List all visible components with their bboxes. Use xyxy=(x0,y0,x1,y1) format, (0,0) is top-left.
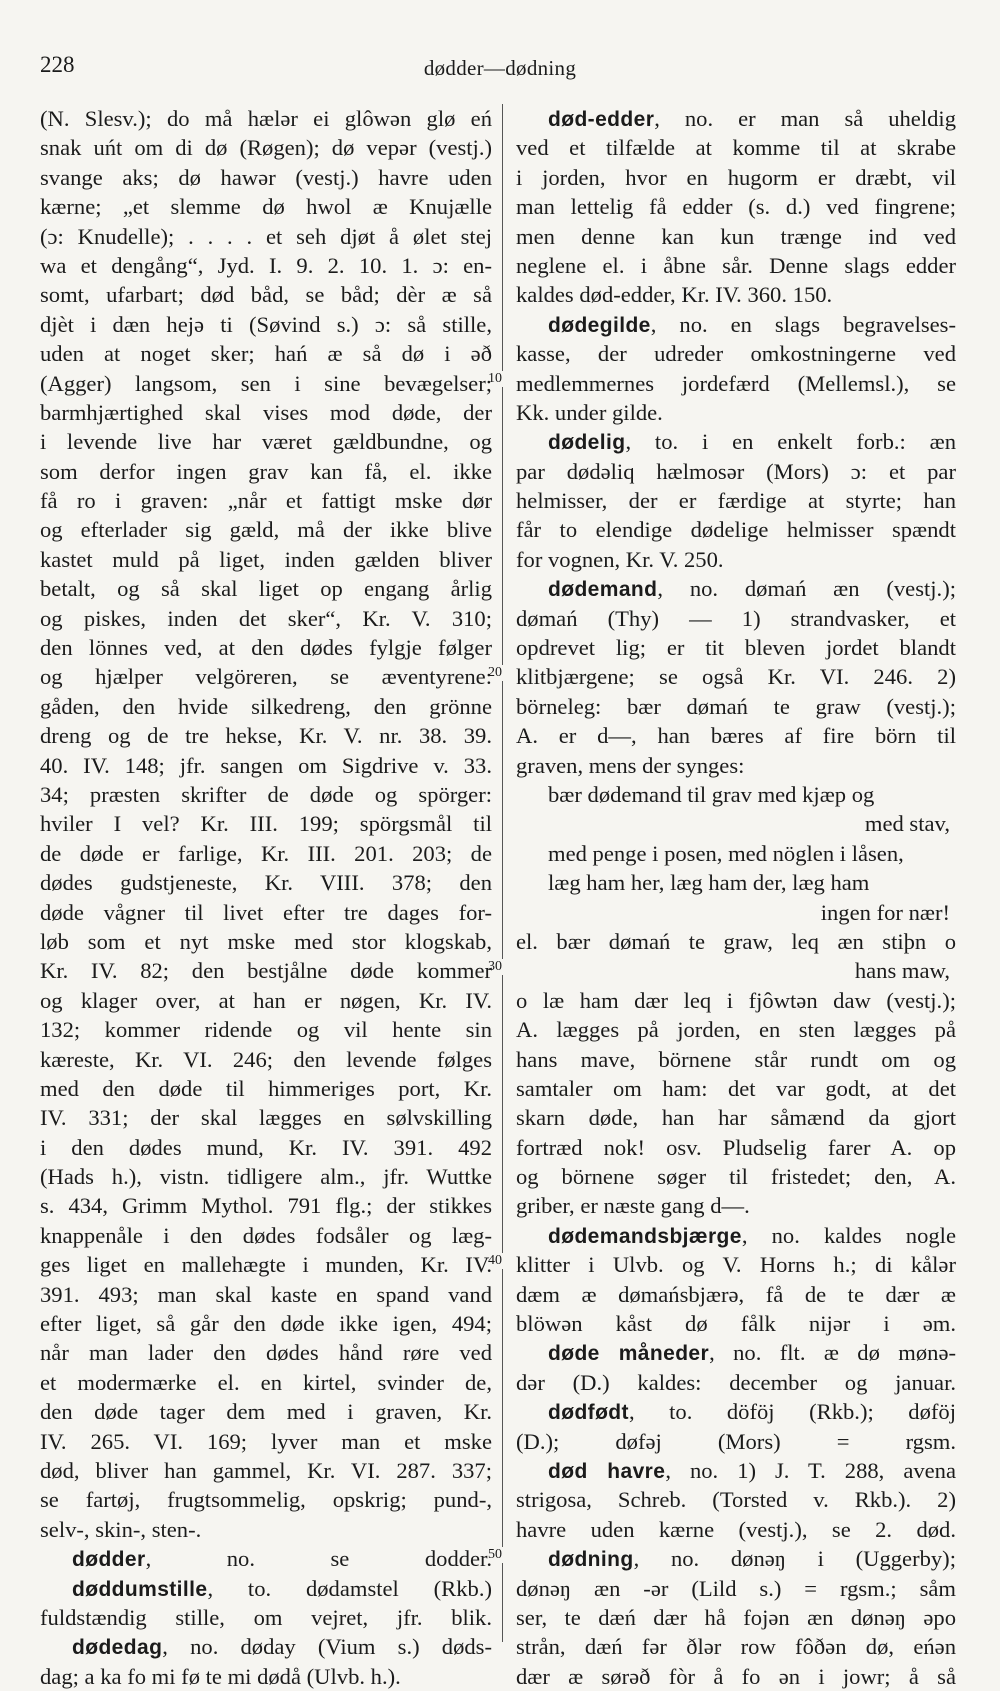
right-column xyxy=(516,104,956,1691)
text-line: efter liget, så går den døde ikke igen, 494; xyxy=(40,1311,492,1337)
text-line: kasse, der udreder omkostningerne ved xyxy=(516,341,956,367)
text-line: død, bliver han gammel, Kr. VI. 287. 337; xyxy=(40,1457,492,1483)
line-number-20: 20 xyxy=(488,665,502,680)
text-line: svange aks; dø hawər (vestj.) havre uden xyxy=(40,164,492,190)
headword: død havre xyxy=(548,1459,666,1483)
text-line: i den dødes mund, Kr. IV. 391. 492 xyxy=(40,1134,492,1160)
text-line: og efterlader sig gæld, må der ikke blive xyxy=(40,517,492,543)
text-line: o læ ham dær leq i fjôwtən daw (vestj.); xyxy=(516,987,956,1013)
text-line: barmhjærtighed skal vises mod døde, der xyxy=(40,399,492,425)
entry-headword-line: døddumstille, to. dødamstel (Rkb.) xyxy=(72,1575,492,1601)
column-rule xyxy=(502,104,503,1642)
text-line: ser, te dæń dær hå fojən æn dønəŋ əpo xyxy=(516,1604,956,1630)
entry-headword-line: dødder, no. se dodder. xyxy=(72,1546,492,1572)
text-line: hans mave, börnene står rundt om og xyxy=(516,1046,956,1072)
text-line: og hjælper velgöreren, se æventyrene: xyxy=(40,664,492,690)
text-line: snak uńt om di dø (Røgen); dø vepər (vestj.) xyxy=(40,135,492,161)
text-line: A. er d—, han bæres af fire börn til xyxy=(516,723,956,749)
entry-headword-line: død havre, no. 1) J. T. 288, avena xyxy=(548,1457,956,1483)
text-line: ved et tilfælde at komme til at skrabe xyxy=(516,135,956,161)
line-number-30: 30 xyxy=(488,959,502,974)
text-line: få ro i graven: „når et fattigt mske dør xyxy=(40,488,492,514)
left-column xyxy=(40,104,492,1691)
text-line: med penge i posen, med nöglen i låsen, xyxy=(548,840,904,866)
text-line: 34; præsten skrifter de døde og spörger: xyxy=(40,781,492,807)
text-line: hviler I vel? Kr. III. 199; spörgsmål til xyxy=(40,811,492,837)
text-line: neglene el. i åbne sår. Denne slags edder xyxy=(516,252,956,278)
text-line: kæreste, Kr. VI. 246; den levende følges xyxy=(40,1046,492,1072)
entry-headword-line: dødemand, no. dømań æn (vestj.); xyxy=(548,576,956,602)
headword: dødemand xyxy=(548,578,658,602)
text-line: bær dødemand til grav med kjæp og xyxy=(548,781,875,807)
headword: dødegilde xyxy=(548,313,651,337)
text-line: se fartøj, frugtsommelig, opskrig; pund-, xyxy=(40,1487,492,1513)
text-line: (Hads h.), vistn. tidligere alm., jfr. Wuttke xyxy=(40,1164,492,1190)
text-line: døde vågner til livet efter tre dages for- xyxy=(40,899,492,925)
entry-headword-line: dødegilde, no. en slags begravelses- xyxy=(548,311,956,337)
text-line: börneleg: bær dømań te graw (vestj.); xyxy=(516,693,956,719)
text-line: og piskes, inden det sker“, Kr. V. 310; xyxy=(40,605,492,631)
line-number-50: 50 xyxy=(488,1547,502,1562)
headword: dødemandsbjærge xyxy=(548,1224,742,1248)
entry-headword-line: dødemandsbjærge, no. kaldes nogle xyxy=(548,1222,956,1248)
headword: død-edder xyxy=(548,108,655,131)
text-line: selv-, skin-, sten-. xyxy=(40,1516,202,1542)
text-line: i jorden, hvor en hugorm er dræbt, vil xyxy=(516,164,956,190)
text-line: Kr. IV. 82; den bestjålne døde kommer xyxy=(40,958,492,984)
entry-headword-line: død-edder, no. er man så uheldig xyxy=(548,106,956,131)
text-line: el. bær dømań te graw, leq æn stiþn o xyxy=(516,928,956,954)
text-line: med den døde til himmeriges port, Kr. xyxy=(40,1075,492,1101)
running-head: dødder—dødning xyxy=(423,56,577,80)
text-line: havre uden kærne (vestj.), se 2. død. xyxy=(516,1516,956,1542)
text-line: gåden, den hvide silkedreng, den grönne xyxy=(40,693,492,719)
text-line: når man lader den dødes hånd røre ved xyxy=(40,1340,492,1366)
text-line: wa et dengång“, Jyd. I. 9. 2. 10. 1. ɔ: en- xyxy=(40,252,492,278)
page-number: 228 xyxy=(40,52,75,77)
text-line: i levende live har været gældbundne, og xyxy=(40,429,492,455)
text-line: dag; a ka fo mi fø te mi dødå (Ulvb. h.). xyxy=(40,1663,401,1689)
text-line: blöwən kåst dø fålk nijər i əm. xyxy=(516,1311,956,1337)
text-line: (N. Slesv.); do må hælər ei glôwən glø eń xyxy=(40,106,492,131)
text-line: fuldstændig stille, om vejret, jfr. blik. xyxy=(40,1604,492,1630)
text-line: opdrevet lig; er tit bleven jordet blandt xyxy=(516,635,956,661)
text-line: dødes gudstjeneste, Kr. VIII. 378; den xyxy=(40,870,492,896)
text-line: læg ham her, læg ham der, læg ham xyxy=(548,870,870,896)
text-line: kaldes død-edder, Kr. IV. 360. 150. xyxy=(516,282,833,308)
text-line: de døde er farlige, Kr. III. 201. 203; de xyxy=(40,840,492,866)
text-line: djèt i dæn hejə ti (Søvind s.) ɔ: så stille, xyxy=(40,311,492,337)
text-line: og börnene søger til fristedet; den, A. xyxy=(516,1164,956,1190)
text-line: men denne kan kun trænge ind ved xyxy=(516,223,956,249)
text-line: klitter i Ulvb. og V. Horns h.; di kålər xyxy=(516,1252,956,1278)
text-line: kastet muld på liget, inden gælden bliver xyxy=(40,546,492,572)
text-line: 132; kommer ridende og vil hente sin xyxy=(40,1017,492,1043)
text-line: s. 434, Grimm Mythol. 791 flg.; der stikkes xyxy=(40,1193,492,1219)
text-line: knappenåle i den dødes fodsåler og læg- xyxy=(40,1222,492,1248)
headword: dødning xyxy=(548,1548,634,1572)
text-line: fortræd nok! osv. Pludselig farer A. op xyxy=(516,1134,956,1160)
text-line: graven, mens der synges: xyxy=(516,752,745,778)
text-line: som derfor ingen grav kan få, el. ikke xyxy=(40,458,492,484)
text-line: A. lægges på jorden, en sten lægges på xyxy=(516,1017,956,1043)
entry-headword-line: døde måneder, no. flt. æ dø mønə- xyxy=(548,1340,956,1366)
text-line: 391. 493; man skal kaste en spand vand xyxy=(40,1281,492,1307)
text-line: dømań (Thy) — 1) strandvasker, et xyxy=(516,605,956,631)
text-line: 40. IV. 148; jfr. sangen om Sigdrive v. 33. xyxy=(40,752,492,778)
text-line: hans maw, xyxy=(854,958,950,984)
headword: døde måneder xyxy=(548,1342,710,1366)
text-line: griber, er næste gang d—. xyxy=(516,1193,750,1219)
text-line: man lettelig få edder (s. d.) ved fingrene; xyxy=(516,194,956,220)
headword: dødfødt xyxy=(548,1401,629,1425)
entry-headword-line: dødedag, no. døday (Vium s.) døds- xyxy=(72,1634,492,1660)
text-line: dønəŋ æn -ər (Lild s.) = rgsm.; såm xyxy=(516,1575,956,1601)
text-line: par dødəliq hælmosər (Mors) ɔ: et par xyxy=(516,458,956,484)
text-line: IV. 331; der skal lægges en sølvskilling xyxy=(40,1105,492,1131)
text-line: somt, ufarbart; død båd, se båd; dèr æ så xyxy=(40,282,492,308)
entry-headword-line: dødning, no. dønəŋ i (Uggerby); xyxy=(548,1546,956,1572)
text-line: helmisser, der er færdige at styrte; han xyxy=(516,488,956,514)
text-line: strigosa, Schreb. (Torsted v. Rkb.). 2) xyxy=(516,1487,956,1513)
text-line: den lönnes ved, at den dødes fylgje følger xyxy=(40,635,492,661)
entry-headword-line: dødfødt, to. döföj (Rkb.); døföj xyxy=(548,1399,956,1425)
headword: dødedag xyxy=(72,1636,163,1660)
text-line: skarn døde, han har såmænd da gjort xyxy=(516,1105,956,1131)
text-line: Kk. under gilde. xyxy=(516,399,663,425)
text-line: medlemmernes jordefærd (Mellemsl.), se xyxy=(516,370,956,396)
text-line: løb som et nyt mske med stor klogskab, xyxy=(40,928,492,954)
headword: døddumstille xyxy=(72,1577,208,1601)
text-line: (Agger) langsom, sen i sine bevægelser; xyxy=(40,370,492,396)
headword: dødelig xyxy=(548,431,626,455)
text-line: med stav, xyxy=(864,811,950,837)
text-line: dər (D.) kaldes: december og januar. xyxy=(516,1369,956,1395)
text-line: uden at noget sker; hań æ så dø i əð xyxy=(40,341,492,367)
line-number-40: 40 xyxy=(488,1253,502,1268)
text-line: ingen for nær! xyxy=(820,899,950,925)
text-line: ges liget en mallehægte i munden, Kr. IV. xyxy=(40,1252,492,1278)
line-number-10: 10 xyxy=(488,371,502,386)
headword: dødder xyxy=(72,1548,146,1572)
text-line: (ɔ: Knudelle); . . . . et seh djøt å ølet stej xyxy=(40,223,492,249)
text-line: samtaler om ham: det var godt, at det xyxy=(516,1075,956,1101)
text-line: kærne; „et slemme dø hwol æ Knujælle xyxy=(40,194,492,220)
entry-headword-line: dødelig, to. i en enkelt forb.: æn xyxy=(548,429,956,455)
text-line: IV. 265. VI. 169; lyver man et mske xyxy=(40,1428,492,1454)
text-line: betalt, og så skal liget op engang årlig xyxy=(40,576,492,602)
text-line: dæm æ dømańsbjærə, få de te dær æ xyxy=(516,1281,956,1307)
text-line: får to elendige dødelige helmisser spændt xyxy=(516,517,956,543)
text-line: strån, dæń fər ðlər row fôðən dø, eńən xyxy=(516,1634,956,1660)
text-line: klitbjærgene; se også Kr. VI. 246. 2) xyxy=(516,664,956,690)
text-line: dær æ sørəð fòr å fo ən i jowr; å så xyxy=(516,1663,956,1689)
text-line: og klager over, at han er nøgen, Kr. IV. xyxy=(40,987,492,1013)
text-line: den døde tager dem med i graven, Kr. xyxy=(40,1399,492,1425)
text-line: for vognen, Kr. V. 250. xyxy=(516,546,724,572)
text-line: et modermærke el. en kirtel, svinder de, xyxy=(40,1369,492,1395)
text-line: dreng og de tre hekse, Kr. V. nr. 38. 39. xyxy=(40,723,492,749)
text-line: (D.); døfəj (Mors) = rgsm. xyxy=(516,1428,956,1454)
